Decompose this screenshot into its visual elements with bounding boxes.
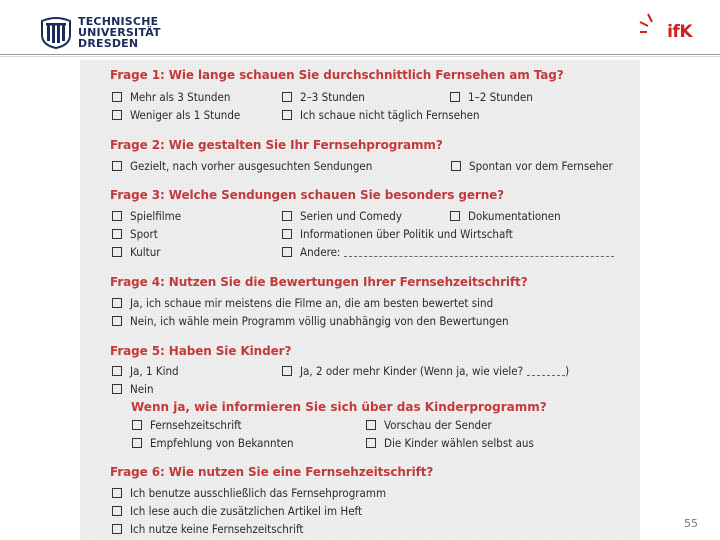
q5-option-2[interactable]: Ja, 2 oder mehr Kinder (Wenn ja, wie viele? ) [282, 364, 569, 378]
checkbox[interactable] [282, 247, 292, 257]
checkbox[interactable] [366, 420, 376, 430]
q2-option-1[interactable]: Gezielt, nach vorher ausgesuchten Sendungen [112, 159, 372, 173]
checkbox[interactable] [112, 488, 122, 498]
checkbox[interactable] [112, 298, 122, 308]
checkbox[interactable] [112, 506, 122, 516]
checkbox[interactable] [112, 161, 122, 171]
checkbox[interactable] [112, 524, 122, 534]
q1-title: Frage 1: Wie lange schauen Sie durchschnittlich Fernsehen am Tag? [110, 68, 564, 82]
q6-option-1[interactable]: Ich benutze ausschließlich das Fernsehprogramm [112, 486, 386, 500]
scanned-questionnaire [80, 60, 640, 540]
q3-option-6[interactable]: Kultur [112, 245, 161, 259]
checkbox[interactable] [112, 366, 122, 376]
q2-title: Frage 2: Wie gestalten Sie Ihr Fernsehprogramm? [110, 138, 443, 152]
checkbox[interactable] [112, 211, 122, 221]
checkbox[interactable] [282, 92, 292, 102]
checkbox[interactable] [112, 92, 122, 102]
tu-dresden-emblem-icon [40, 15, 72, 49]
q5-sub-option-2[interactable]: Vorschau der Sender [366, 418, 492, 432]
q5-sub-title: Wenn ja, wie informieren Sie sich über das Kinderprogramm? [131, 400, 547, 414]
tud-line-1: TECHNISCHE [78, 14, 159, 28]
checkbox[interactable] [282, 366, 292, 376]
q3-option-1[interactable]: Spielfilme [112, 209, 181, 223]
checkbox[interactable] [366, 438, 376, 448]
checkbox[interactable] [282, 211, 292, 221]
q3-option-3[interactable]: Dokumentationen [450, 209, 561, 223]
q5-option-1[interactable]: Ja, 1 Kind [112, 364, 179, 378]
q3-option-5[interactable]: Informationen über Politik und Wirtschaft [282, 227, 513, 241]
q6-option-2[interactable]: Ich lese auch die zusätzlichen Artikel im Heft [112, 504, 362, 518]
q5-count-blank[interactable] [527, 367, 565, 376]
q4-title: Frage 4: Nutzen Sie die Bewertungen Ihrer Fernsehzeitschrift? [110, 275, 528, 289]
q4-option-1[interactable]: Ja, ich schaue mir meistens die Filme an, die am besten bewertet sind [112, 296, 493, 310]
checkbox[interactable] [132, 438, 142, 448]
q3-option-4[interactable]: Sport [112, 227, 158, 241]
q5-sub-option-1[interactable]: Fernsehzeitschrift [132, 418, 242, 432]
q3-option-2[interactable]: Serien und Comedy [282, 209, 402, 223]
checkbox[interactable] [451, 161, 461, 171]
q4-option-2[interactable]: Nein, ich wähle mein Programm völlig unabhängig von den Bewertungen [112, 314, 509, 328]
q1-option-2[interactable]: 2–3 Stunden [282, 90, 365, 104]
checkbox[interactable] [282, 229, 292, 239]
header-divider [0, 54, 720, 55]
checkbox[interactable] [112, 229, 122, 239]
page-number: 55 [684, 517, 698, 530]
q5-sub-option-4[interactable]: Die Kinder wählen selbst aus [366, 436, 534, 450]
q5-sub-option-3[interactable]: Empfehlung von Bekannten [132, 436, 294, 450]
checkbox[interactable] [112, 384, 122, 394]
checkbox[interactable] [112, 247, 122, 257]
q2-option-2[interactable]: Spontan vor dem Fernseher [451, 159, 613, 173]
tu-dresden-logo [40, 14, 161, 50]
checkbox[interactable] [450, 211, 460, 221]
checkbox[interactable] [112, 110, 122, 120]
q3-option-7[interactable]: Andere: [282, 245, 614, 259]
q3-other-blank[interactable] [344, 248, 614, 257]
q1-option-4[interactable]: Weniger als 1 Stunde [112, 108, 240, 122]
tud-line-2: UNIVERSITÄT [78, 25, 161, 39]
q6-option-3[interactable]: Ich nutze keine Fernsehzeitschrift [112, 522, 303, 536]
q6-title: Frage 6: Wie nutzen Sie eine Fernsehzeitschrift? [110, 465, 434, 479]
q1-option-3[interactable]: 1–2 Stunden [450, 90, 533, 104]
checkbox[interactable] [282, 110, 292, 120]
tud-line-3: DRESDEN [78, 36, 139, 50]
q1-option-1[interactable]: Mehr als 3 Stunden [112, 90, 230, 104]
q3-title: Frage 3: Welche Sendungen schauen Sie besonders gerne? [110, 188, 505, 202]
ifk-logo-text: ifK [667, 22, 692, 42]
q5-title: Frage 5: Haben Sie Kinder? [110, 344, 292, 358]
q1-option-5[interactable]: Ich schaue nicht täglich Fernsehen [282, 108, 480, 122]
checkbox[interactable] [450, 92, 460, 102]
checkbox[interactable] [132, 420, 142, 430]
q5-option-3[interactable]: Nein [112, 382, 154, 396]
header-divider-shadow [0, 56, 720, 57]
checkbox[interactable] [112, 316, 122, 326]
